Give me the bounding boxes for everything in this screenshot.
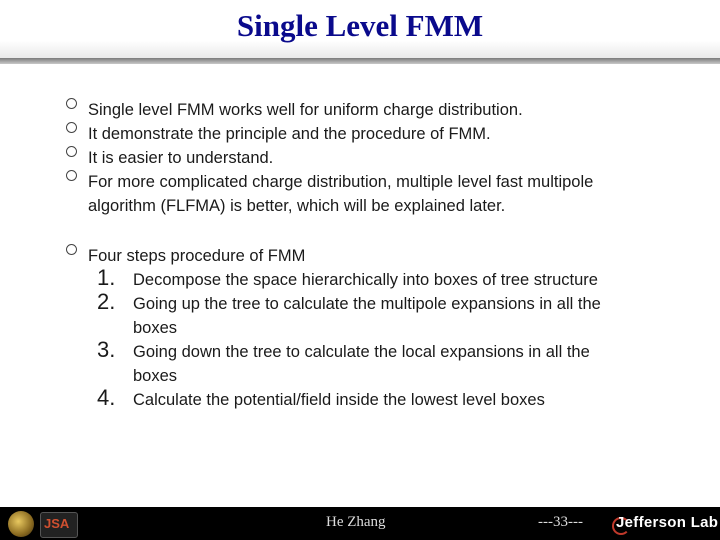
bullet-text: Single level FMM works well for uniform charge distribution. bbox=[88, 101, 523, 119]
step-text-continued: boxes bbox=[133, 367, 178, 385]
bullet-text-continued: algorithm (FLFMA) is better, which will be explained later. bbox=[88, 197, 506, 215]
step-text-continued: boxes bbox=[133, 319, 178, 337]
steps-intro: Four steps procedure of FMM bbox=[88, 247, 306, 265]
step-text: Calculate the potential/field inside the lowest level boxes bbox=[133, 391, 545, 409]
bullet-circle-icon bbox=[66, 122, 77, 133]
step-number: 1. bbox=[97, 265, 116, 290]
doe-seal-icon bbox=[8, 511, 34, 537]
step-text: Decompose the space hierarchically into boxes of tree structure bbox=[133, 271, 598, 289]
jefferson-lab-logo: Jefferson Lab bbox=[616, 514, 719, 531]
bullet-text: For more complicated charge distribution, multiple level fast multipole bbox=[88, 173, 594, 191]
step-text: Going up the tree to calculate the multipole expansions in all the bbox=[133, 295, 601, 313]
bullet-circle-icon bbox=[66, 146, 77, 157]
step-number: 4. bbox=[97, 385, 116, 410]
slide-title: Single Level FMM bbox=[236, 8, 484, 43]
bullet-text: It demonstrate the principle and the procedure of FMM. bbox=[88, 125, 491, 143]
bullet-text: It is easier to understand. bbox=[88, 149, 274, 167]
bullet-circle-icon bbox=[66, 170, 77, 181]
step-number: 3. bbox=[97, 337, 116, 362]
step-text: Going down the tree to calculate the local expansions in all the bbox=[133, 343, 590, 361]
bullet-circle-icon bbox=[66, 244, 77, 255]
footer-bar bbox=[0, 507, 720, 540]
jsa-logo-text: JSA bbox=[44, 516, 70, 531]
page-number: ---33--- bbox=[538, 514, 583, 530]
jsa-logo-icon bbox=[40, 512, 78, 538]
bullet-circle-icon bbox=[66, 98, 77, 109]
footer-author: He Zhang bbox=[326, 514, 386, 530]
step-number: 2. bbox=[97, 289, 116, 314]
